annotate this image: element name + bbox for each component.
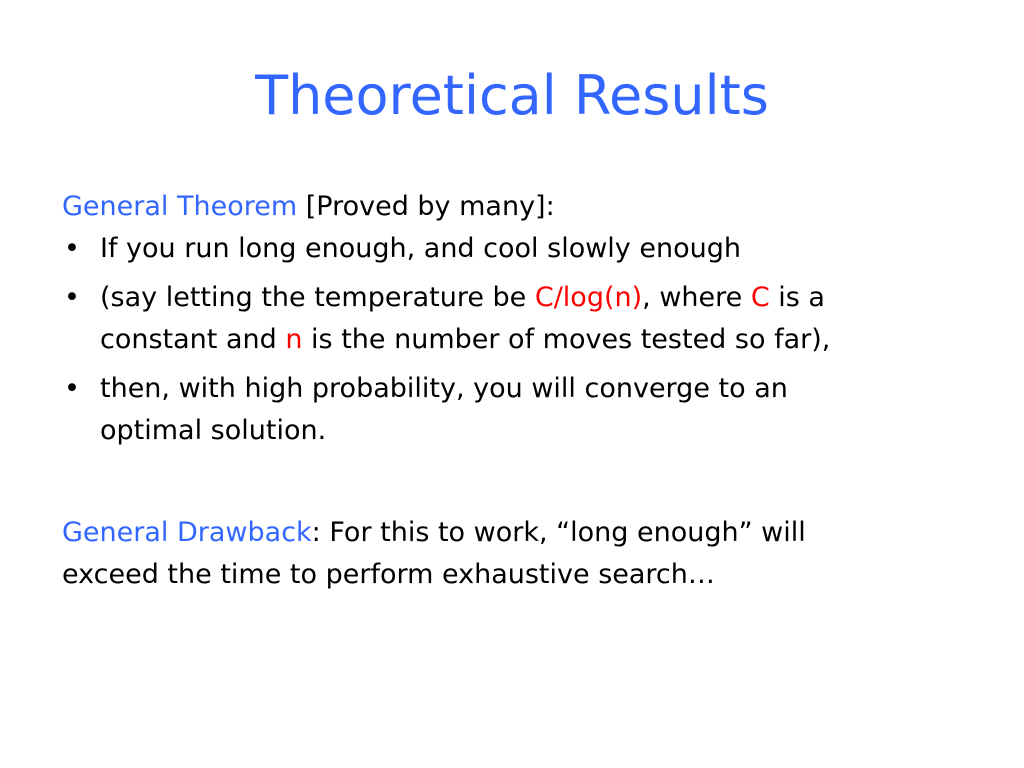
bullet-text: then, with high probability, you will converge to an (100, 373, 788, 404)
bullet-icon: • (64, 373, 80, 404)
bullet-text: If you run long enough, and cool slowly enough (100, 233, 741, 264)
drawback-text: : For this to work, “long enough” will (311, 517, 806, 548)
constant-symbol: C (750, 282, 770, 313)
variable-symbol: n (285, 324, 303, 355)
bullet-text: is a (769, 282, 825, 313)
bullet-icon: • (64, 233, 80, 264)
drawback-text: exceed the time to perform exhaustive search… (62, 559, 715, 590)
bullet-line-2 (100, 324, 830, 355)
theorem-bullet-list (62, 228, 982, 459)
drawback-paragraph (62, 512, 982, 596)
bullet-item-converge (62, 368, 982, 452)
drawback-label: General Drawback (62, 517, 312, 548)
bullet-line-1 (100, 282, 825, 313)
formula-text: C/log(n) (534, 282, 643, 313)
theorem-heading (62, 186, 982, 228)
theorem-label: General Theorem (62, 191, 298, 222)
bullet-text: (say letting the temperature be (100, 282, 535, 313)
bullet-text: is the number of moves tested so far), (302, 324, 831, 355)
slide-title: Theoretical Results (255, 64, 769, 127)
bullet-text: optimal solution. (100, 415, 327, 446)
bullet-text: , where (642, 282, 751, 313)
bullet-icon: • (64, 282, 80, 313)
bullet-item-run-long (62, 228, 982, 270)
bullet-item-temperature (62, 277, 982, 361)
bullet-text: constant and (100, 324, 286, 355)
theorem-suffix: [Proved by many]: (297, 191, 555, 222)
